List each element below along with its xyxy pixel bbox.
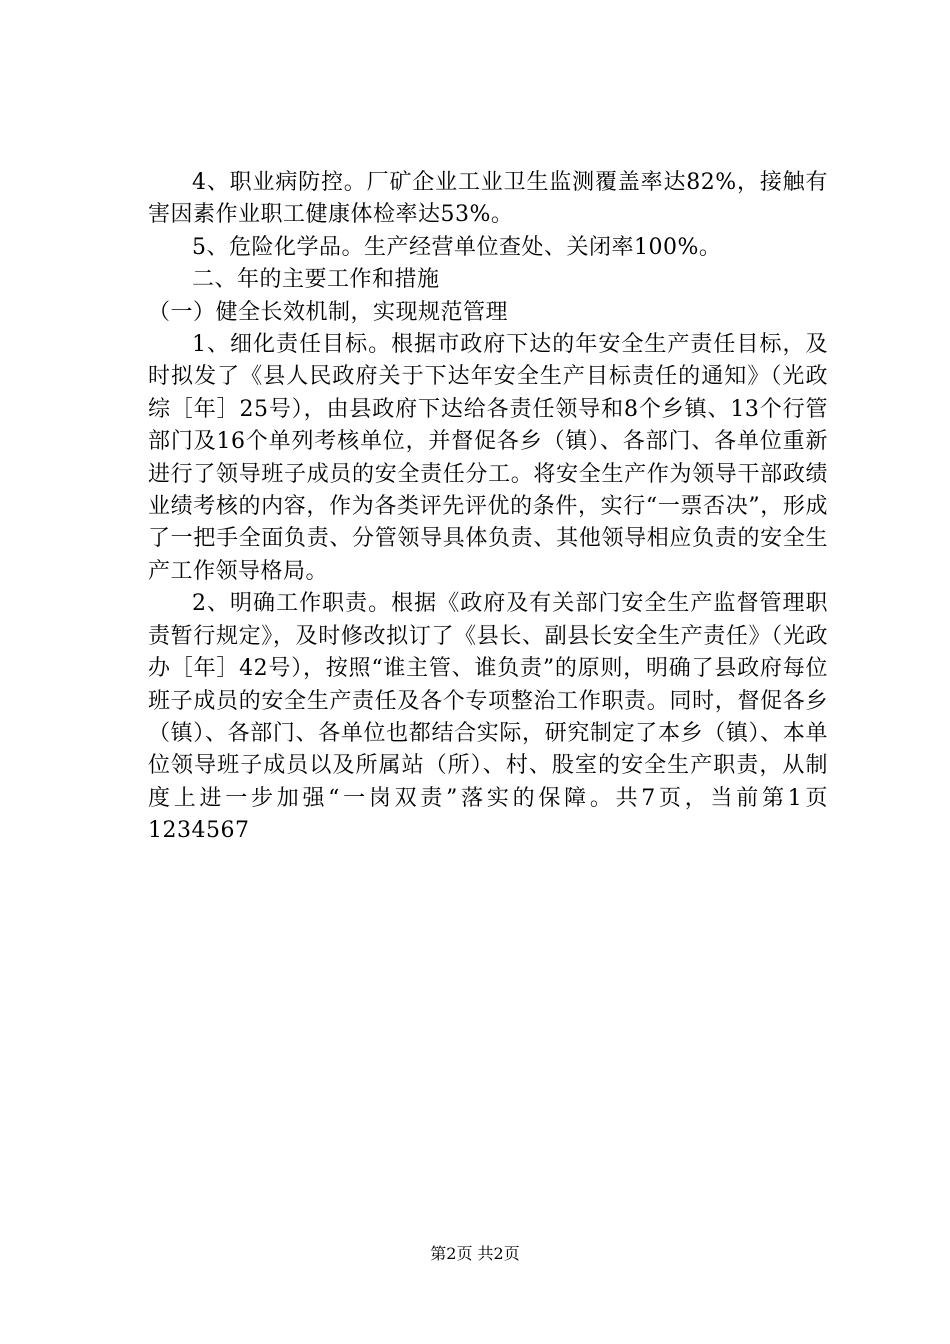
page-footer: 第2页 共2页 xyxy=(430,1244,520,1263)
paragraph-occupational-disease: 4、职业病防控。厂矿企业工业卫生监测覆盖率达82%，接触有害因素作业职工健康体检率达53%。 xyxy=(148,170,828,228)
paragraph-responsibility-targets: 1、细化责任目标。根据市政府下达的年安全生产责任目标，及时拟发了《县人民政府关于下达年安全生产目标责任的通知》（光政综［年］25号），由县政府下达给各责任领导和8个乡镇、13个行管部门及16个单列考核单位，并督促各乡（镇）、各部门、各单位重新进行了领导班子成员的安全责任分工。将安全生产作为领导干部政绩业绩考核的内容，作为各类评先评优的条件，实行“一票否决”，形成了一把手全面负责、分管领导具体负责、其他领导相应负责的安全生产工作领导格局。 xyxy=(148,332,828,584)
document-body xyxy=(148,167,828,848)
section-heading-main-work: 二、年的主要工作和措施 xyxy=(192,267,440,293)
subsection-heading-mechanism: （一）健全长效机制，实现规范管理 xyxy=(148,299,509,325)
paragraph-hazardous-chemicals: 5、危险化学品。生产经营单位查处、关闭率100%。 xyxy=(192,234,722,260)
paragraph-work-duties: 2、明确工作职责。根据《政府及有关部门安全生产监督管理职责暂行规定》，及时修改拟订了《县长、副县长安全生产责任》（光政办［年］42号），按照“谁主管、谁负责”的原则，明确了县政府每位班子成员的安全生产责任及各个专项整治工作职责。同时，督促各乡（镇）、各部门、各单位也都结合实际，研究制定了本乡（镇）、本单位领导班子成员以及所属站（所）、村、股室的安全生产职责，从制度上进一步加强“一岗双责”落实的保障。共7页，当前第1页1234567 xyxy=(148,591,828,844)
